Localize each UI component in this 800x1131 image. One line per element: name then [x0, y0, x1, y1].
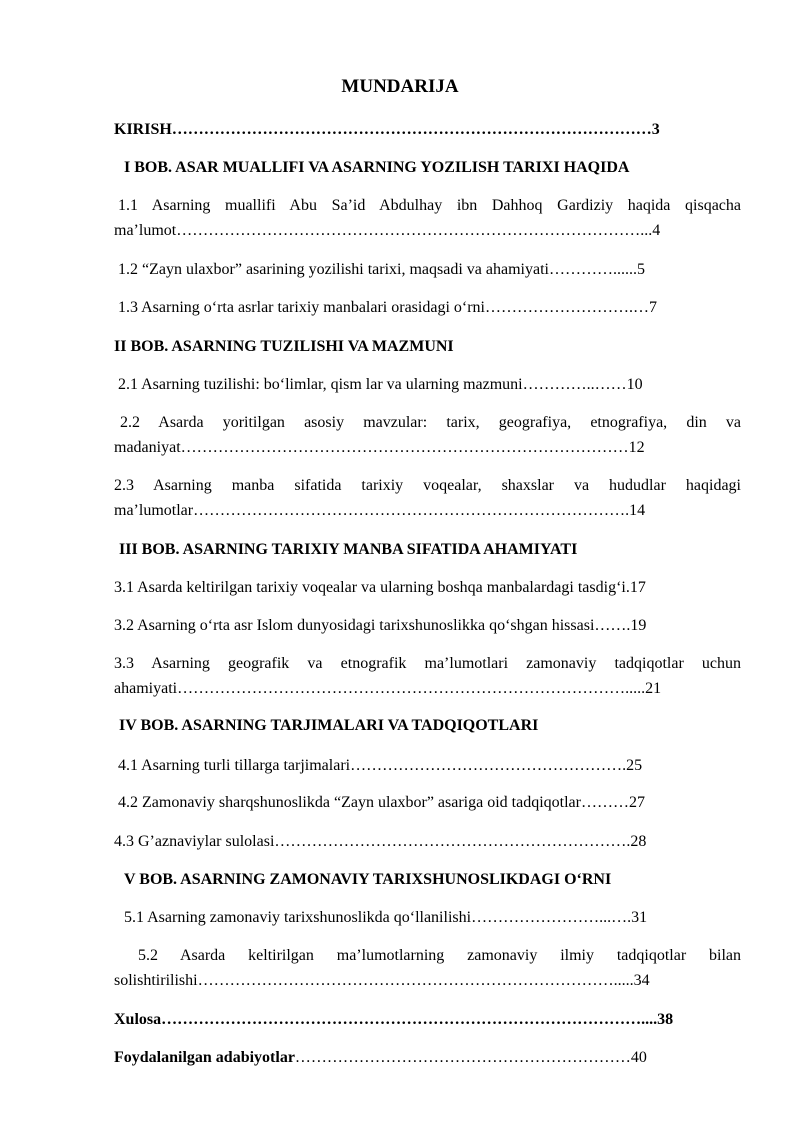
toc-entry-4-2: 4.2 Zamonaviy sharqshunoslikda “Zayn ulaxbor” asariga oid tadqiqotlar………27 [118, 794, 645, 811]
toc-entry-1-1-line2: ma’lumot……………………………………………………………………………...4 [114, 222, 661, 239]
toc-entry-4-3: 4.3 G’aznaviylar sulolasi………………………………………………………….28 [114, 833, 647, 850]
toc-entry-adabiyotlar [114, 1048, 741, 1068]
toc-entry-3-3-line2: ahamiyati………………………………………………………………………….....21 [114, 680, 662, 697]
chapter-1-heading: I BOB. ASAR MUALLIFI VA ASARNING YOZILISH TARIXI HAQIDA [124, 159, 630, 176]
toc-entry-3-3-line1: 3.3 Asarning geografik va etnografik ma’lumotlari zamonaviy tadqiqotlar uchun [114, 655, 741, 672]
toc-entry-5-1: 5.1 Asarning zamonaviy tarixshunoslikda qo‘llanilishi……………………...….31 [124, 909, 648, 926]
chapter-5-heading: V BOB. ASARNING ZAMONAVIY TARIXSHUNOSLIKDAGI O‘RNI [124, 871, 612, 888]
toc-title: MUNDARIJA [341, 76, 459, 97]
toc-entry-2-3-line2: ma’lumotlar……………………………………………………………………….14 [114, 502, 646, 519]
toc-entry-xulosa-text: Xulosa………………………………………………………………………………....38 [114, 1011, 674, 1028]
toc-entry-3-1: 3.1 Asarda keltirilgan tarixiy voqealar va ularning boshqa manbalardagi tasdig‘i.17 [114, 579, 646, 596]
toc-entry-xulosa [114, 1010, 741, 1030]
toc-entry-1-2: 1.2 “Zayn ulaxbor” asarining yozilishi tarixi, maqsadi va ahamiyati…………......5 [118, 261, 645, 278]
toc-entry-2-1: 2.1 Asarning tuzilishi: bo‘limlar, qism lar va ularning mazmuni…………..……10 [118, 376, 643, 393]
toc-entry-adabiyotlar-text: Foydalanilgan adabiyotlar………………………………………………………40 [114, 1049, 647, 1066]
toc-entry-5-2-line1: 5.2 Asarda keltirilgan ma’lumotlarning zamonaviy ilmiy tadqiqotlar bilan [138, 947, 741, 964]
toc-entry-5-2-line2: solishtirilishi…………………………………………………………………….....34 [114, 972, 650, 989]
toc-entry-4-1: 4.1 Asarning turli tillarga tarjimalari…………………………………………….25 [118, 757, 643, 774]
toc-entry-2-2-line1: 2.2 Asarda yoritilgan asosiy mavzular: tarix, geografiya, etnografiya, din va [120, 414, 741, 431]
toc-entry-kirish: KIRISH………………………………………………………………………………3 [114, 121, 660, 138]
toc-entry-1-1-line1: 1.1 Asarning muallifi Abu Sa’id Abdulhay ibn Dahhoq Gardiziy haqida qisqacha [118, 197, 741, 214]
chapter-3-heading: III BOB. ASARNING TARIXIY MANBA SIFATIDA AHAMIYATI [119, 541, 578, 558]
chapter-4-heading: IV BOB. ASARNING TARJIMALARI VA TADQIQOTLARI [119, 717, 539, 734]
toc-entry-3-2: 3.2 Asarning o‘rta asr Islom dunyosidagi tarixshunoslikka qo‘shgan hissasi…….19 [114, 617, 647, 634]
toc-entry-1-3: 1.3 Asarning o‘rta asrlar tarixiy manbalari orasidagi o‘rni……………………….…7 [118, 299, 657, 316]
toc-entry-2-2-line2: madaniyat…………………………………………………………………………12 [114, 439, 645, 456]
chapter-2-heading: II BOB. ASARNING TUZILISHI VA MAZMUNI [114, 338, 454, 355]
toc-entry-2-3-line1: 2.3 Asarning manba sifatida tarixiy voqealar, shaxslar va hududlar haqidagi [114, 477, 741, 494]
